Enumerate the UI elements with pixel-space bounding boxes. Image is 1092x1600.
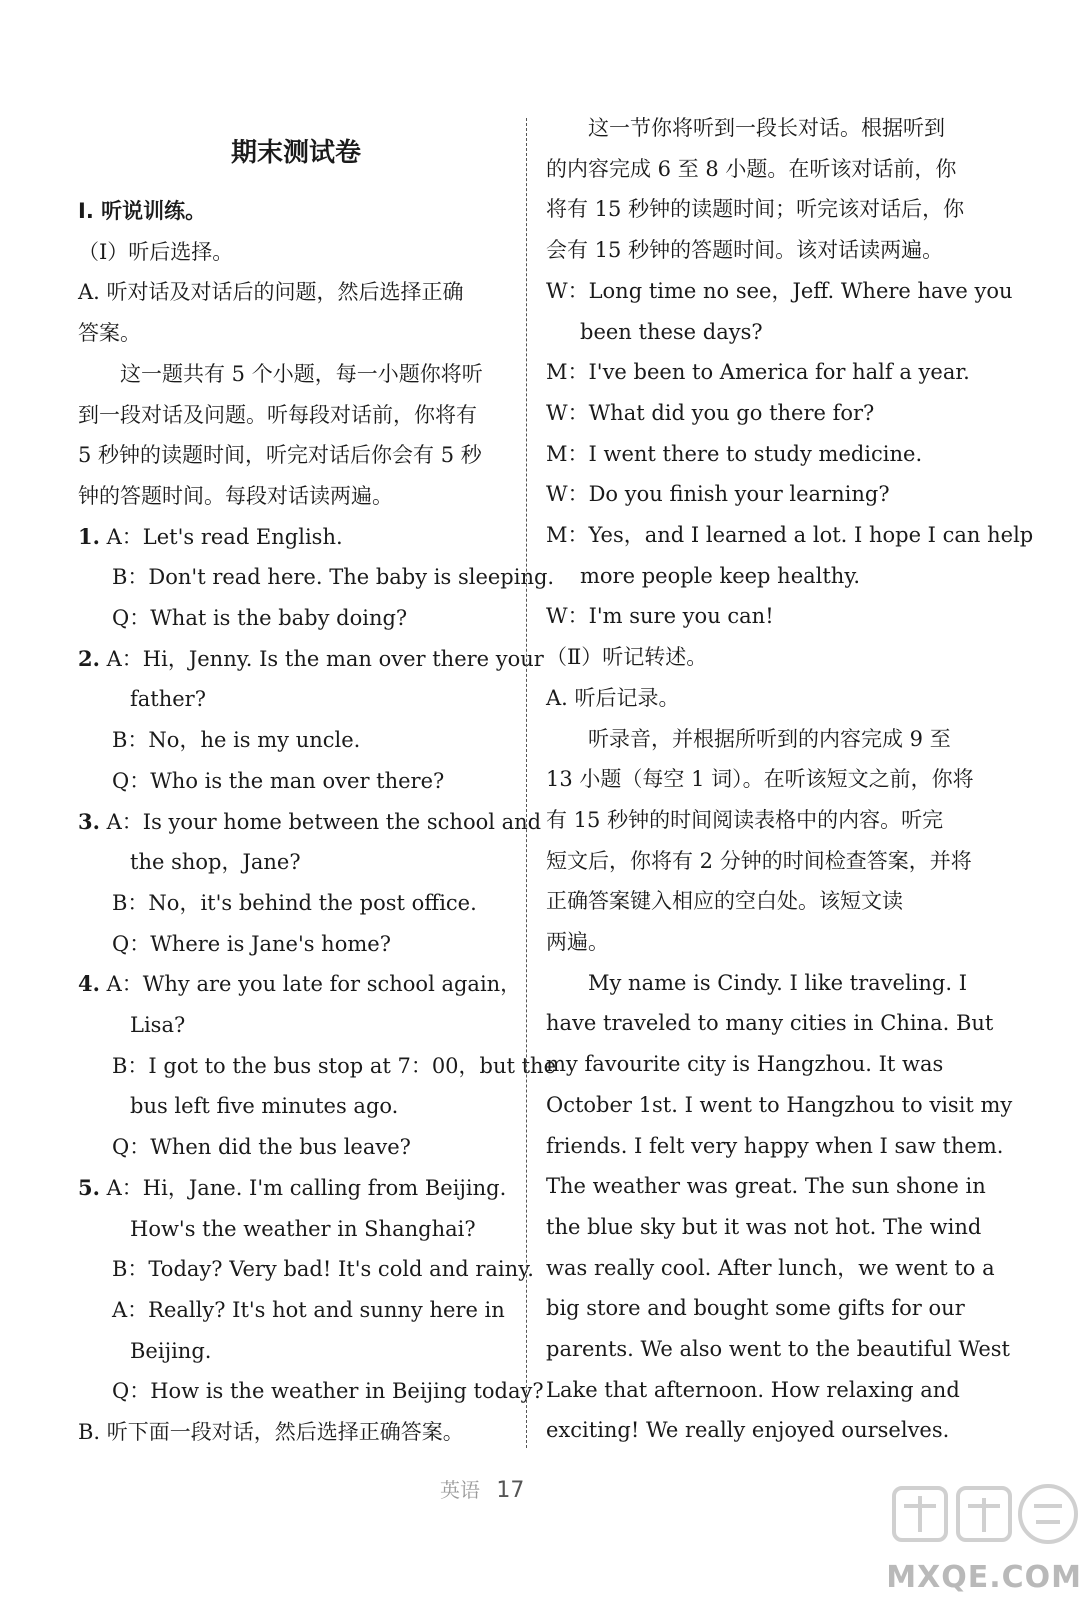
right-line bbox=[546, 479, 982, 509]
line-text: 正确答案键入相应的空白处。该短文读 bbox=[546, 889, 903, 914]
line-text: bus left five minutes ago. bbox=[130, 1094, 399, 1119]
line-text: Q：Who is the man over there? bbox=[112, 768, 445, 793]
line-text: How's the weather in Shanghai? bbox=[130, 1216, 476, 1241]
left-line bbox=[78, 1417, 514, 1447]
line-text: The weather was great. The sun shone in bbox=[546, 1174, 986, 1199]
line-text: 钟的答题时间。每段对话读两遍。 bbox=[78, 483, 393, 508]
line-text: the shop，Jane? bbox=[130, 850, 301, 875]
left-line bbox=[78, 847, 514, 877]
right-line bbox=[546, 1293, 982, 1323]
line-text: W：Long time no see，Jeff. Where have you bbox=[546, 278, 1013, 303]
line-text: 将有 15 秒钟的读题时间；听完该对话后，你 bbox=[546, 197, 965, 222]
left-line bbox=[78, 1295, 514, 1325]
right-line bbox=[546, 846, 982, 876]
line-text: more people keep healthy. bbox=[580, 563, 861, 588]
line-text: （Ⅱ）听记转述。 bbox=[546, 645, 708, 670]
right-line bbox=[546, 886, 982, 916]
right-line bbox=[546, 1334, 1010, 1364]
left-line bbox=[78, 237, 514, 267]
left-line bbox=[78, 1173, 514, 1203]
left-line bbox=[78, 807, 542, 837]
line-text: A. 听对话及对话后的问题，然后选择正确 bbox=[78, 280, 464, 305]
right-line bbox=[546, 805, 982, 835]
line-text: 到一段对话及问题。听每段对话前，你将有 bbox=[78, 402, 477, 427]
line-text: the blue sky but it was not hot. The wind bbox=[546, 1214, 982, 1239]
left-line bbox=[78, 440, 514, 470]
line-text: my favourite city is Hangzhou. It was bbox=[546, 1052, 944, 1077]
right-line bbox=[546, 642, 982, 672]
line-text: 两遍。 bbox=[546, 930, 609, 954]
line-text: 答案。 bbox=[78, 321, 141, 346]
right-line bbox=[546, 1049, 982, 1079]
line-text: （Ⅰ）听后选择。 bbox=[78, 239, 234, 264]
right-line bbox=[546, 601, 982, 631]
column-divider bbox=[526, 118, 527, 1448]
right-line bbox=[546, 520, 1034, 550]
page-footer bbox=[440, 1474, 524, 1503]
line-text: father? bbox=[130, 687, 206, 712]
left-line bbox=[78, 1010, 514, 1040]
watermark-text: MXQE.COM bbox=[886, 1560, 1082, 1595]
line-text: 5 秒钟的读题时间，听完对话后你会有 5 秒 bbox=[78, 443, 482, 468]
right-line bbox=[546, 1131, 1004, 1161]
left-line bbox=[78, 359, 514, 389]
line-text: 这一题共有 5 个小题，每一小题你将听 bbox=[120, 361, 483, 386]
left-line bbox=[78, 969, 522, 999]
line-text: A：Is your home between the school and bbox=[106, 809, 542, 834]
right-line bbox=[546, 1090, 1013, 1120]
line-text: B. 听下面一段对话，然后选择正确答案。 bbox=[78, 1420, 464, 1444]
right-line bbox=[546, 317, 982, 347]
left-line bbox=[78, 888, 514, 918]
line-text: 短文后，你将有 2 分钟的时间检查答案，并将 bbox=[546, 848, 972, 873]
right-line bbox=[546, 927, 982, 957]
line-text: Q：How is the weather in Beijing today? bbox=[112, 1379, 544, 1404]
page-title: 期末测试卷 bbox=[230, 138, 361, 168]
line-text: W：What did you go there for? bbox=[546, 400, 875, 425]
line-text: M：Yes，and I learned a lot. I hope I can help bbox=[546, 523, 1034, 547]
line-text: A：Why are you late for school again， bbox=[106, 972, 522, 997]
line-text: 听录音，并根据所听到的内容完成 9 至 bbox=[588, 726, 951, 751]
line-text: 的内容完成 6 至 8 小题。在听该对话前，你 bbox=[546, 156, 957, 181]
line-text: B：Don't read here. The baby is sleeping. bbox=[112, 565, 555, 590]
right-line bbox=[546, 357, 982, 387]
left-line bbox=[78, 1376, 544, 1406]
left-line bbox=[78, 562, 555, 592]
left-line bbox=[78, 481, 514, 511]
footer-subject: 英语 bbox=[440, 1478, 480, 1502]
question-number: 4. bbox=[78, 971, 100, 997]
right-line bbox=[546, 1008, 994, 1038]
line-text: exciting! We really enjoyed ourselves. bbox=[546, 1418, 950, 1443]
left-line bbox=[78, 684, 514, 714]
right-line bbox=[546, 276, 1013, 306]
left-line bbox=[78, 522, 514, 552]
line-text: Lake that afternoon. How relaxing and bbox=[546, 1377, 960, 1402]
right-line bbox=[546, 1171, 986, 1201]
left-line bbox=[78, 929, 514, 959]
left-line bbox=[78, 1132, 514, 1162]
line-text: Lisa? bbox=[130, 1013, 186, 1037]
right-line bbox=[546, 154, 982, 184]
left-line bbox=[78, 725, 514, 755]
line-text: W：I'm sure you can! bbox=[546, 604, 774, 629]
left-line bbox=[78, 1091, 514, 1121]
line-text: B：Today? Very bad! It's cold and rainy. bbox=[112, 1257, 534, 1282]
right-line bbox=[546, 968, 982, 998]
line-text: B：No，it's behind the post office. bbox=[112, 890, 477, 915]
left-line bbox=[78, 603, 514, 633]
line-text: been these days? bbox=[580, 319, 763, 344]
line-text: M：I've been to America for half a year. bbox=[546, 360, 970, 385]
line-text: Beijing. bbox=[130, 1338, 212, 1363]
right-line bbox=[546, 1415, 982, 1445]
line-text: M：I went there to study medicine. bbox=[546, 441, 923, 466]
right-line bbox=[546, 235, 982, 265]
line-text: A：Really? It's hot and sunny here in bbox=[112, 1297, 505, 1322]
line-text: A：Hi，Jane. I'm calling from Beijing. bbox=[106, 1175, 507, 1200]
left-line bbox=[78, 318, 514, 348]
left-line bbox=[78, 1214, 514, 1244]
line-text: Q：What is the baby doing? bbox=[112, 606, 408, 630]
line-text: W：Do you finish your learning? bbox=[546, 482, 890, 507]
left-line bbox=[78, 196, 514, 226]
line-text: Ⅰ. 听说训练。 bbox=[78, 199, 207, 223]
line-text: 有 15 秒钟的时间阅读表格中的内容。听完 bbox=[546, 807, 944, 832]
left-line bbox=[78, 1254, 534, 1284]
left-line bbox=[78, 277, 514, 307]
line-text: big store and bought some gifts for our bbox=[546, 1296, 965, 1321]
question-number: 1. bbox=[78, 523, 100, 549]
right-line bbox=[546, 439, 982, 469]
right-line bbox=[546, 764, 982, 794]
line-text: was really cool. After lunch，we went to a bbox=[546, 1255, 995, 1280]
line-text: 13 小题（每空 1 词）。在听该短文之前，你将 bbox=[546, 767, 974, 792]
line-text: 会有 15 秒钟的答题时间。该对话读两遍。 bbox=[546, 238, 944, 263]
right-line bbox=[546, 113, 982, 143]
question-number: 5. bbox=[78, 1174, 100, 1200]
left-line bbox=[78, 1336, 514, 1366]
right-line bbox=[546, 1212, 982, 1242]
right-line bbox=[546, 561, 982, 591]
line-text: 这一节你将听到一段长对话。根据听到 bbox=[588, 116, 945, 140]
right-line bbox=[546, 398, 982, 428]
left-line bbox=[78, 644, 544, 674]
right-line bbox=[546, 724, 982, 754]
line-text: Q：When did the bus leave? bbox=[112, 1135, 411, 1160]
right-line bbox=[546, 1375, 982, 1405]
line-text: B：I got to the bus stop at 7：00，but the bbox=[112, 1053, 557, 1078]
right-line bbox=[546, 1253, 995, 1283]
question-number: 3. bbox=[78, 808, 100, 834]
line-text: Q：Where is Jane's home? bbox=[112, 931, 391, 956]
line-text: B：No，he is my uncle. bbox=[112, 728, 361, 753]
line-text: October 1st. I went to Hangzhou to visit my bbox=[546, 1092, 1013, 1117]
right-line bbox=[546, 194, 982, 224]
line-text: friends. I felt very happy when I saw them. bbox=[546, 1133, 1004, 1158]
left-line bbox=[78, 766, 514, 796]
page-number: 17 bbox=[496, 1478, 525, 1503]
line-text: A：Let's read English. bbox=[106, 524, 343, 549]
line-text: My name is Cindy. I like traveling. I bbox=[588, 970, 968, 995]
question-number: 2. bbox=[78, 645, 100, 671]
line-text: A：Hi，Jenny. Is the man over there your bbox=[106, 646, 544, 671]
line-text: parents. We also went to the beautiful West bbox=[546, 1337, 1010, 1361]
left-line bbox=[78, 1051, 557, 1081]
line-text: A. 听后记录。 bbox=[546, 685, 680, 710]
left-line bbox=[78, 400, 514, 430]
line-text: have traveled to many cities in China. But bbox=[546, 1011, 994, 1036]
right-line bbox=[546, 683, 982, 713]
